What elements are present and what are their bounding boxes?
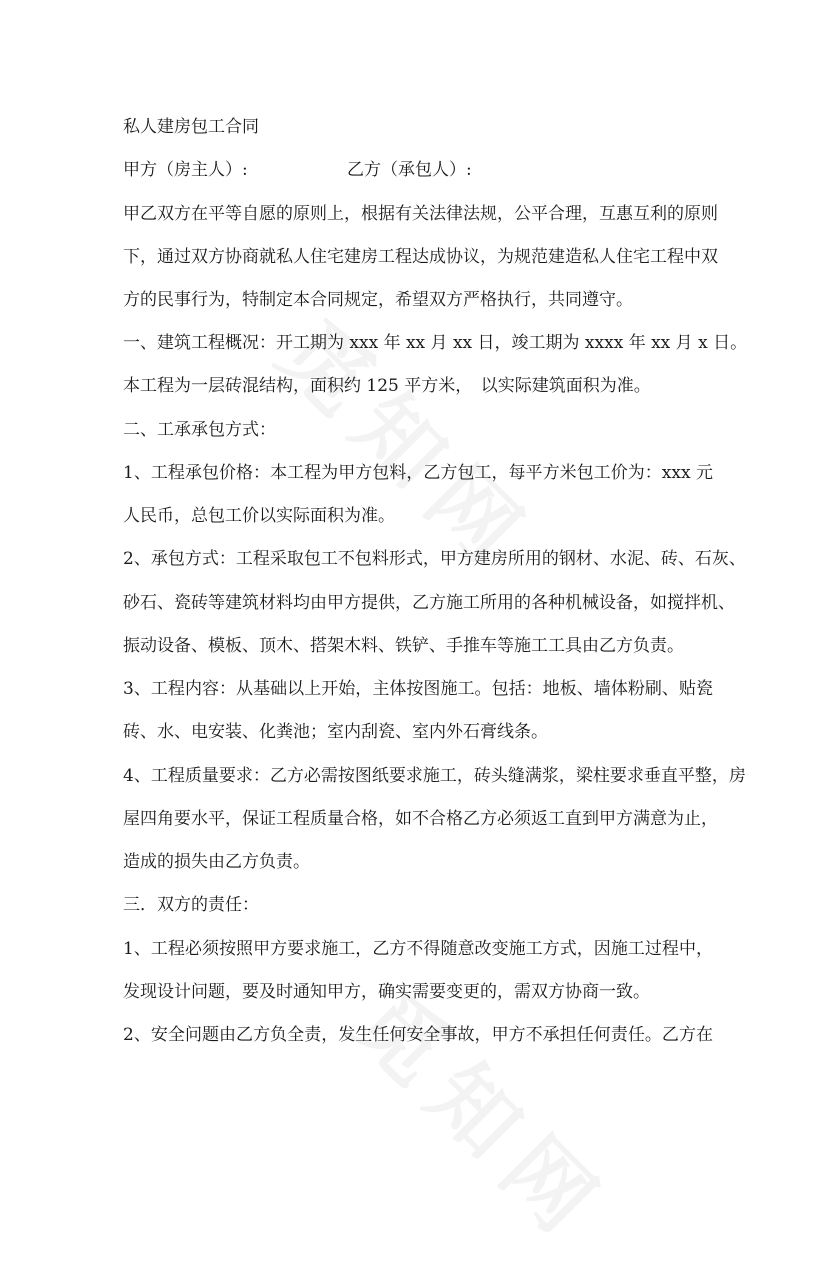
paragraph-line: 2、安全问题由乙方负全责，发生任何安全事故，甲方不承担任何责任。乙方在 (123, 1025, 713, 1045)
paragraph-line: 3、工程内容：从基础以上开始，主体按图施工。包括：地板、墙体粉刷、贴瓷 (123, 679, 713, 699)
paragraph-line: 4、工程质量要求：乙方必需按图纸要求施工，砖头缝满浆，梁柱要求垂直平整，房 (123, 766, 746, 786)
paragraph-line: 砖、水、电安装、化粪池；室内刮瓷、室内外石膏线条。 (123, 722, 548, 742)
contract-title: 私人建房包工合同 (123, 117, 259, 137)
section-heading: 三．双方的责任： (123, 895, 259, 915)
paragraph-line: 2、承包方式：工程采取包工不包料形式，甲方建房所用的钢材、水泥、砖、石灰、 (123, 549, 746, 569)
paragraph-line: 甲乙双方在平等自愿的原则上，根据有关法律法规，公平合理，互惠互利的原则 (123, 204, 718, 224)
watermark (332, 958, 640, 1266)
party-a-label: 甲方（房主人）: (123, 160, 248, 180)
paragraph-line: 造成的损失由乙方负责。 (123, 852, 310, 872)
section-heading: 一、建筑工程概况：开工期为 xxx 年 xx 月 xx 日，竣工期为 xxxx 年 xx 月 x 日。 (123, 333, 748, 353)
paragraph-line: 1、工程必须按照甲方要求施工，乙方不得随意改变施工方式，因施工过程中， (123, 939, 713, 959)
paragraph-line: 下，通过双方协商就私人住宅建房工程达成协议，为规范建造私人住宅工程中双 (123, 247, 718, 267)
paragraph-line: 振动设备、模板、顶木、搭架木料、铁铲、手推车等施工工具由乙方负责。 (123, 636, 684, 656)
paragraph-line: 1、工程承包价格：本工程为甲方包料，乙方包工，每平方米包工价为：xxx 元 (123, 463, 713, 483)
paragraph-line: 本工程为一层砖混结构，面积约 125 平方米， 以实际建筑面积为准。 (123, 376, 651, 396)
party-b-label: 乙方（承包人）: (347, 160, 472, 180)
paragraph-line: 人民币，总包工价以实际面积为准。 (123, 506, 395, 526)
paragraph-line: 砂石、瓷砖等建筑材料均由甲方提供，乙方施工所用的各种机械设备，如搅拌机、 (123, 593, 735, 613)
paragraph-line: 屋四角要水平，保证工程质量合格，如不合格乙方必须返工直到甲方满意为止， (123, 809, 718, 829)
paragraph-line: 方的民事行为，特制定本合同规定，希望双方严格执行，共同遵守。 (123, 290, 633, 310)
paragraph-line: 发现设计问题，要及时通知甲方，确实需要变更的，需双方协商一致。 (123, 982, 650, 1002)
section-heading: 二、工承承包方式： (123, 420, 276, 440)
